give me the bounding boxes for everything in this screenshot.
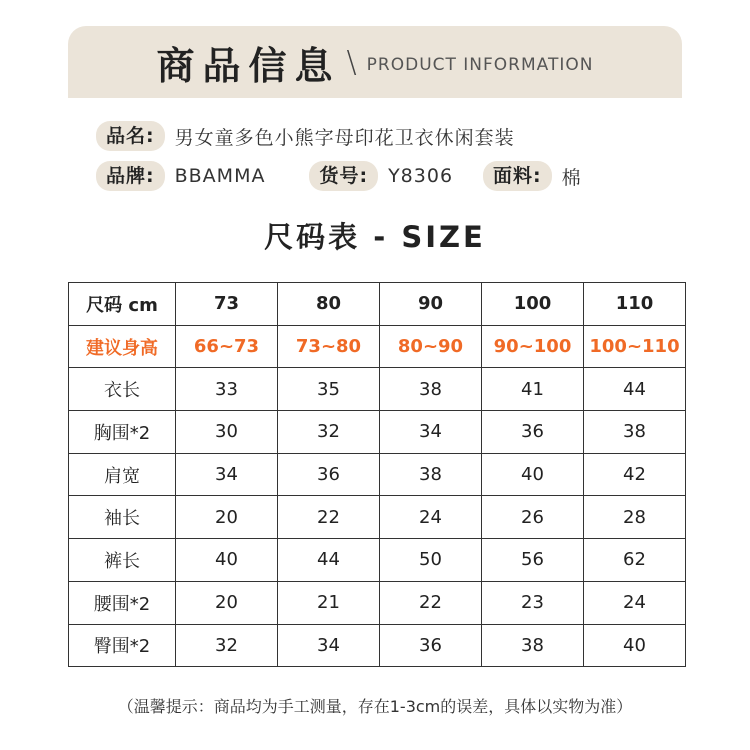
row-label-cell: 裤长 bbox=[69, 539, 176, 582]
table-cell: 41 bbox=[482, 368, 584, 411]
table-header-cell: 80 bbox=[278, 283, 380, 326]
row-label-cell: 胸围*2 bbox=[69, 411, 176, 454]
table-cell: 90~100 bbox=[482, 325, 584, 368]
table-row bbox=[69, 496, 686, 539]
table-cell: 36 bbox=[482, 411, 584, 454]
table-cell: 40 bbox=[584, 624, 686, 667]
table-cell: 32 bbox=[278, 411, 380, 454]
table-cell: 34 bbox=[176, 453, 278, 496]
row-label-cell: 肩宽 bbox=[69, 453, 176, 496]
product-meta-row bbox=[96, 161, 582, 191]
table-cell: 34 bbox=[278, 624, 380, 667]
sku-value: Y8306 bbox=[388, 165, 454, 187]
page-subtitle: PRODUCT INFORMATION bbox=[366, 55, 594, 75]
table-cell: 73~80 bbox=[278, 325, 380, 368]
table-cell: 32 bbox=[176, 624, 278, 667]
table-cell: 23 bbox=[482, 581, 584, 624]
table-cell: 20 bbox=[176, 581, 278, 624]
row-label-cell: 腰围*2 bbox=[69, 581, 176, 624]
product-name-value: 男女童多色小熊字母印花卫衣休闲套装 bbox=[174, 126, 515, 149]
table-cell: 28 bbox=[584, 496, 686, 539]
table-cell: 42 bbox=[584, 453, 686, 496]
fabric-value: 棉 bbox=[561, 166, 582, 189]
table-cell: 56 bbox=[482, 539, 584, 582]
row-label-cell: 臀围*2 bbox=[69, 624, 176, 667]
table-cell: 30 bbox=[176, 411, 278, 454]
table-cell: 44 bbox=[584, 368, 686, 411]
table-row bbox=[69, 624, 686, 667]
fabric-label: 面料: bbox=[483, 161, 552, 191]
row-label-cell: 袖长 bbox=[69, 496, 176, 539]
table-cell: 100~110 bbox=[584, 325, 686, 368]
recommended-height-row bbox=[69, 325, 686, 368]
table-cell: 33 bbox=[176, 368, 278, 411]
table-cell: 22 bbox=[380, 581, 482, 624]
product-name-label: 品名: bbox=[96, 121, 165, 151]
sku-label: 货号: bbox=[309, 161, 378, 191]
table-header-row bbox=[69, 283, 686, 326]
table-cell: 80~90 bbox=[380, 325, 482, 368]
row-label-cell: 建议身高 bbox=[69, 325, 176, 368]
table-cell: 26 bbox=[482, 496, 584, 539]
product-name-row bbox=[96, 121, 515, 151]
table-cell: 24 bbox=[584, 581, 686, 624]
table-header-cell: 73 bbox=[176, 283, 278, 326]
page-title: 商品信息 bbox=[156, 43, 341, 88]
table-header-cell: 90 bbox=[380, 283, 482, 326]
table-cell: 38 bbox=[482, 624, 584, 667]
table-cell: 36 bbox=[380, 624, 482, 667]
table-cell: 40 bbox=[482, 453, 584, 496]
measurement-note: （温馨提示：商品均为手工测量，存在1-3cm的误差，具体以实物为准） bbox=[117, 697, 633, 716]
table-cell: 38 bbox=[584, 411, 686, 454]
table-cell: 35 bbox=[278, 368, 380, 411]
table-cell: 38 bbox=[380, 368, 482, 411]
brand-label: 品牌: bbox=[96, 161, 165, 191]
table-cell: 22 bbox=[278, 496, 380, 539]
table-row bbox=[69, 453, 686, 496]
table-header-cell: 110 bbox=[584, 283, 686, 326]
size-chart-title: 尺码表 - SIZE bbox=[264, 220, 486, 254]
row-label-cell: 衣长 bbox=[69, 368, 176, 411]
table-cell: 24 bbox=[380, 496, 482, 539]
brand-value: BBAMMA bbox=[174, 165, 266, 187]
table-header-cell: 100 bbox=[482, 283, 584, 326]
table-row bbox=[69, 581, 686, 624]
table-cell: 36 bbox=[278, 453, 380, 496]
table-cell: 20 bbox=[176, 496, 278, 539]
size-table bbox=[68, 282, 686, 667]
table-cell: 44 bbox=[278, 539, 380, 582]
table-header-size-label: 尺码 cm bbox=[69, 283, 176, 326]
table-row bbox=[69, 411, 686, 454]
title-separator: \ bbox=[346, 44, 357, 80]
table-cell: 62 bbox=[584, 539, 686, 582]
table-cell: 50 bbox=[380, 539, 482, 582]
table-cell: 34 bbox=[380, 411, 482, 454]
header-banner bbox=[68, 26, 682, 98]
table-cell: 38 bbox=[380, 453, 482, 496]
table-row bbox=[69, 368, 686, 411]
table-cell: 21 bbox=[278, 581, 380, 624]
table-row bbox=[69, 539, 686, 582]
table-cell: 66~73 bbox=[176, 325, 278, 368]
table-cell: 40 bbox=[176, 539, 278, 582]
